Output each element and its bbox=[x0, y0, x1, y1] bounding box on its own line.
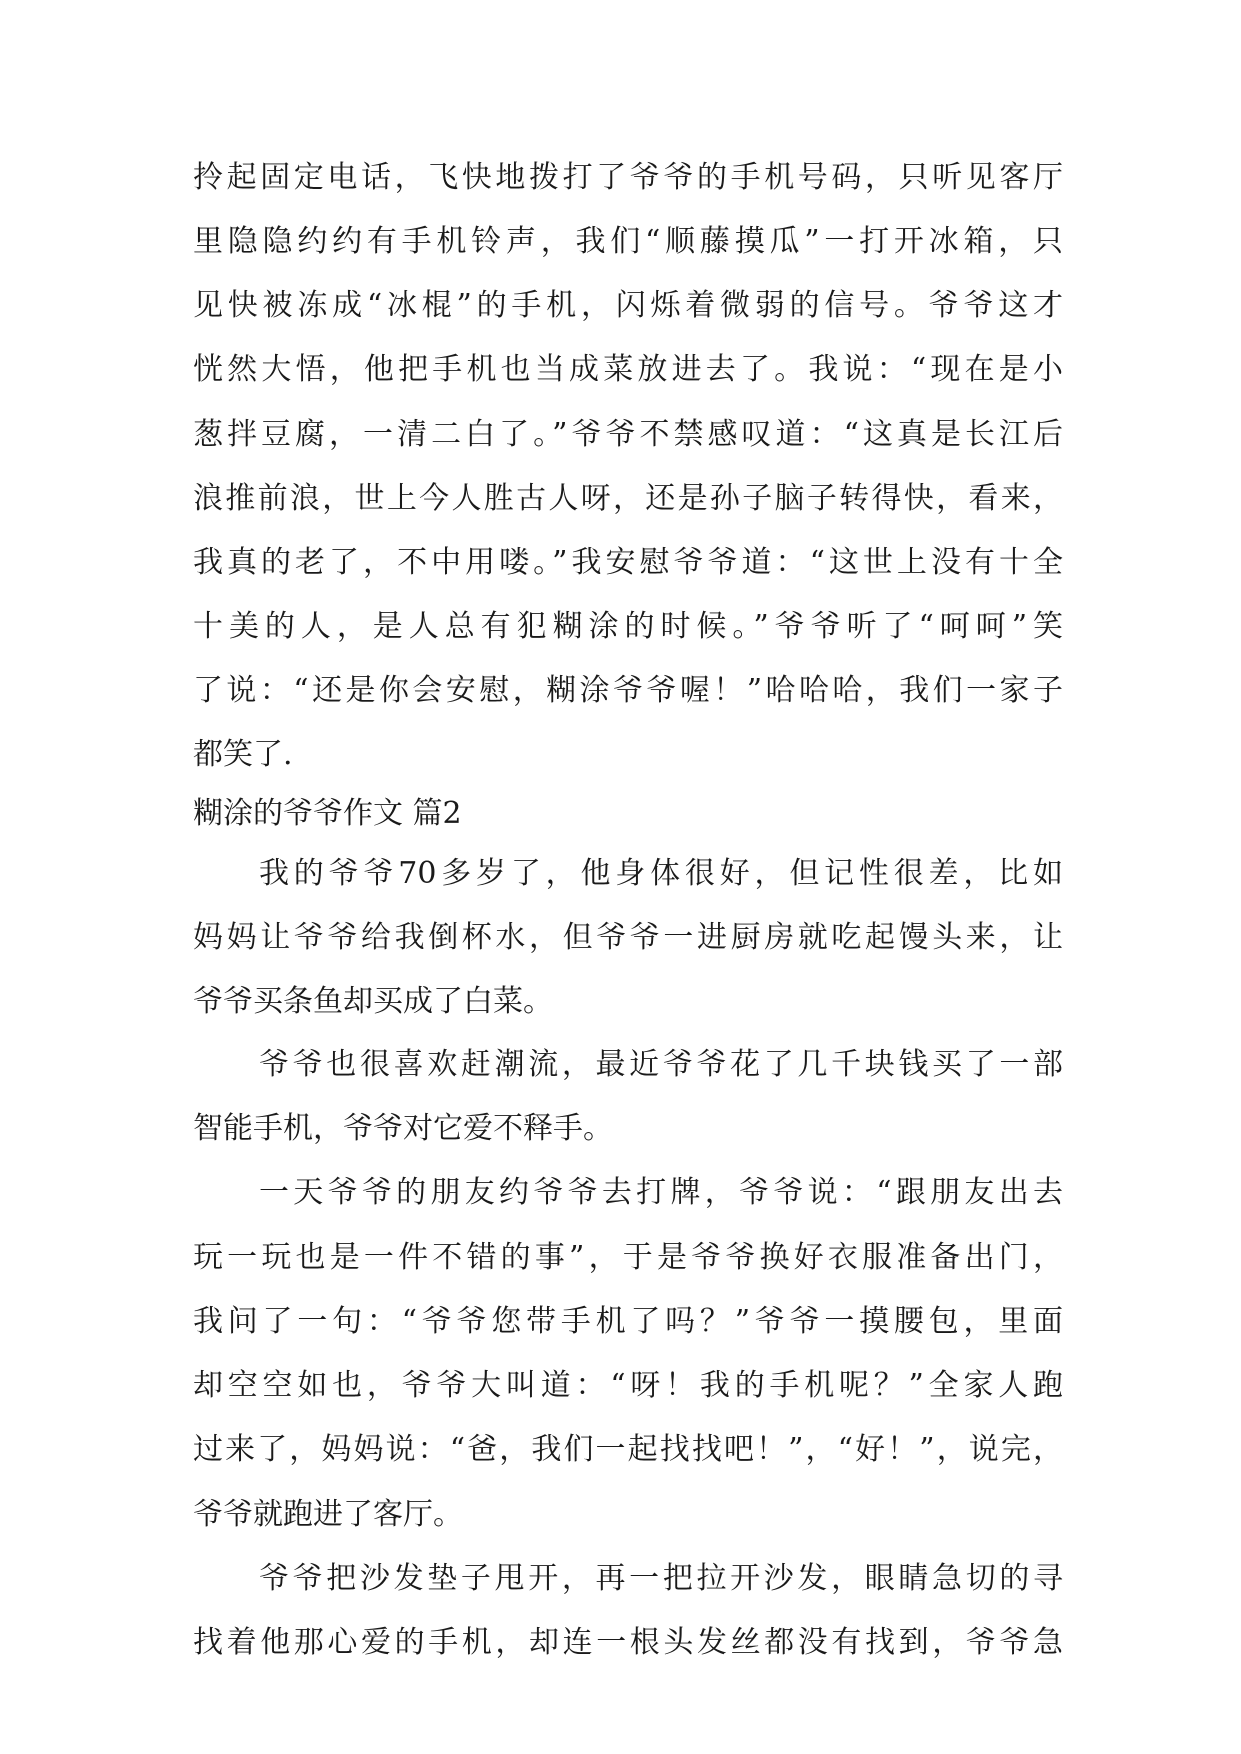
text-line: 我的爷爷70多岁了，他身体很好，但记性很差，比如 bbox=[259, 856, 1063, 891]
text-line: 我问了一句：“爷爷您带手机了吗？”爷爷一摸腰包，里面 bbox=[193, 1304, 1063, 1339]
text-line: 拎起固定电话，飞快地拨打了爷爷的手机号码，只听见客厅 bbox=[193, 160, 1063, 195]
text-line: 见快被冻成“冰棍”的手机，闪烁着微弱的信号。爷爷这才 bbox=[193, 288, 1063, 323]
text-line: 找着他那心爱的手机，却连一根头发丝都没有找到，爷爷急 bbox=[193, 1625, 1063, 1660]
text-line: 十美的人，是人总有犯糊涂的时候。”爷爷听了“呵呵”笑 bbox=[193, 609, 1063, 644]
text-line: 智能手机，爷爷对它爱不释手。 bbox=[193, 1111, 613, 1146]
text-line: 妈妈让爷爷给我倒杯水，但爷爷一进厨房就吃起馒头来，让 bbox=[193, 920, 1063, 955]
text-line: 过来了，妈妈说：“爸，我们一起找找吧！”，“好！”，说完， bbox=[193, 1432, 1063, 1467]
section-heading: 糊涂的爷爷作文 篇2 bbox=[193, 796, 462, 831]
text-line: 都笑了. bbox=[193, 737, 293, 772]
text-line: 爷爷就跑进了客厅。 bbox=[193, 1497, 463, 1532]
text-line: 爷爷把沙发垫子甩开，再一把拉开沙发，眼睛急切的寻 bbox=[259, 1561, 1063, 1596]
text-line: 我真的老了，不中用喽。”我安慰爷爷道：“这世上没有十全 bbox=[193, 545, 1063, 580]
text-line: 爷爷也很喜欢赶潮流，最近爷爷花了几千块钱买了一部 bbox=[259, 1047, 1063, 1082]
text-line: 爷爷买条鱼却买成了白菜。 bbox=[193, 984, 553, 1019]
text-line: 恍然大悟，他把手机也当成菜放进去了。我说：“现在是小 bbox=[193, 352, 1063, 387]
text-line: 玩一玩也是一件不错的事”，于是爷爷换好衣服准备出门， bbox=[193, 1240, 1063, 1275]
text-line: 葱拌豆腐，一清二白了。”爷爷不禁感叹道：“这真是长江后 bbox=[193, 417, 1063, 452]
text-line: 浪推前浪，世上今人胜古人呀，还是孙子脑子转得快，看来， bbox=[193, 481, 1063, 516]
text-line: 了说：“还是你会安慰，糊涂爷爷喔！”哈哈哈，我们一家子 bbox=[193, 673, 1063, 708]
text-line: 却空空如也，爷爷大叫道：“呀！我的手机呢？”全家人跑 bbox=[193, 1368, 1063, 1403]
text-line: 一天爷爷的朋友约爷爷去打牌，爷爷说：“跟朋友出去 bbox=[259, 1175, 1063, 1210]
text-line: 里隐隐约约有手机铃声，我们“顺藤摸瓜”一打开冰箱，只 bbox=[193, 224, 1063, 259]
